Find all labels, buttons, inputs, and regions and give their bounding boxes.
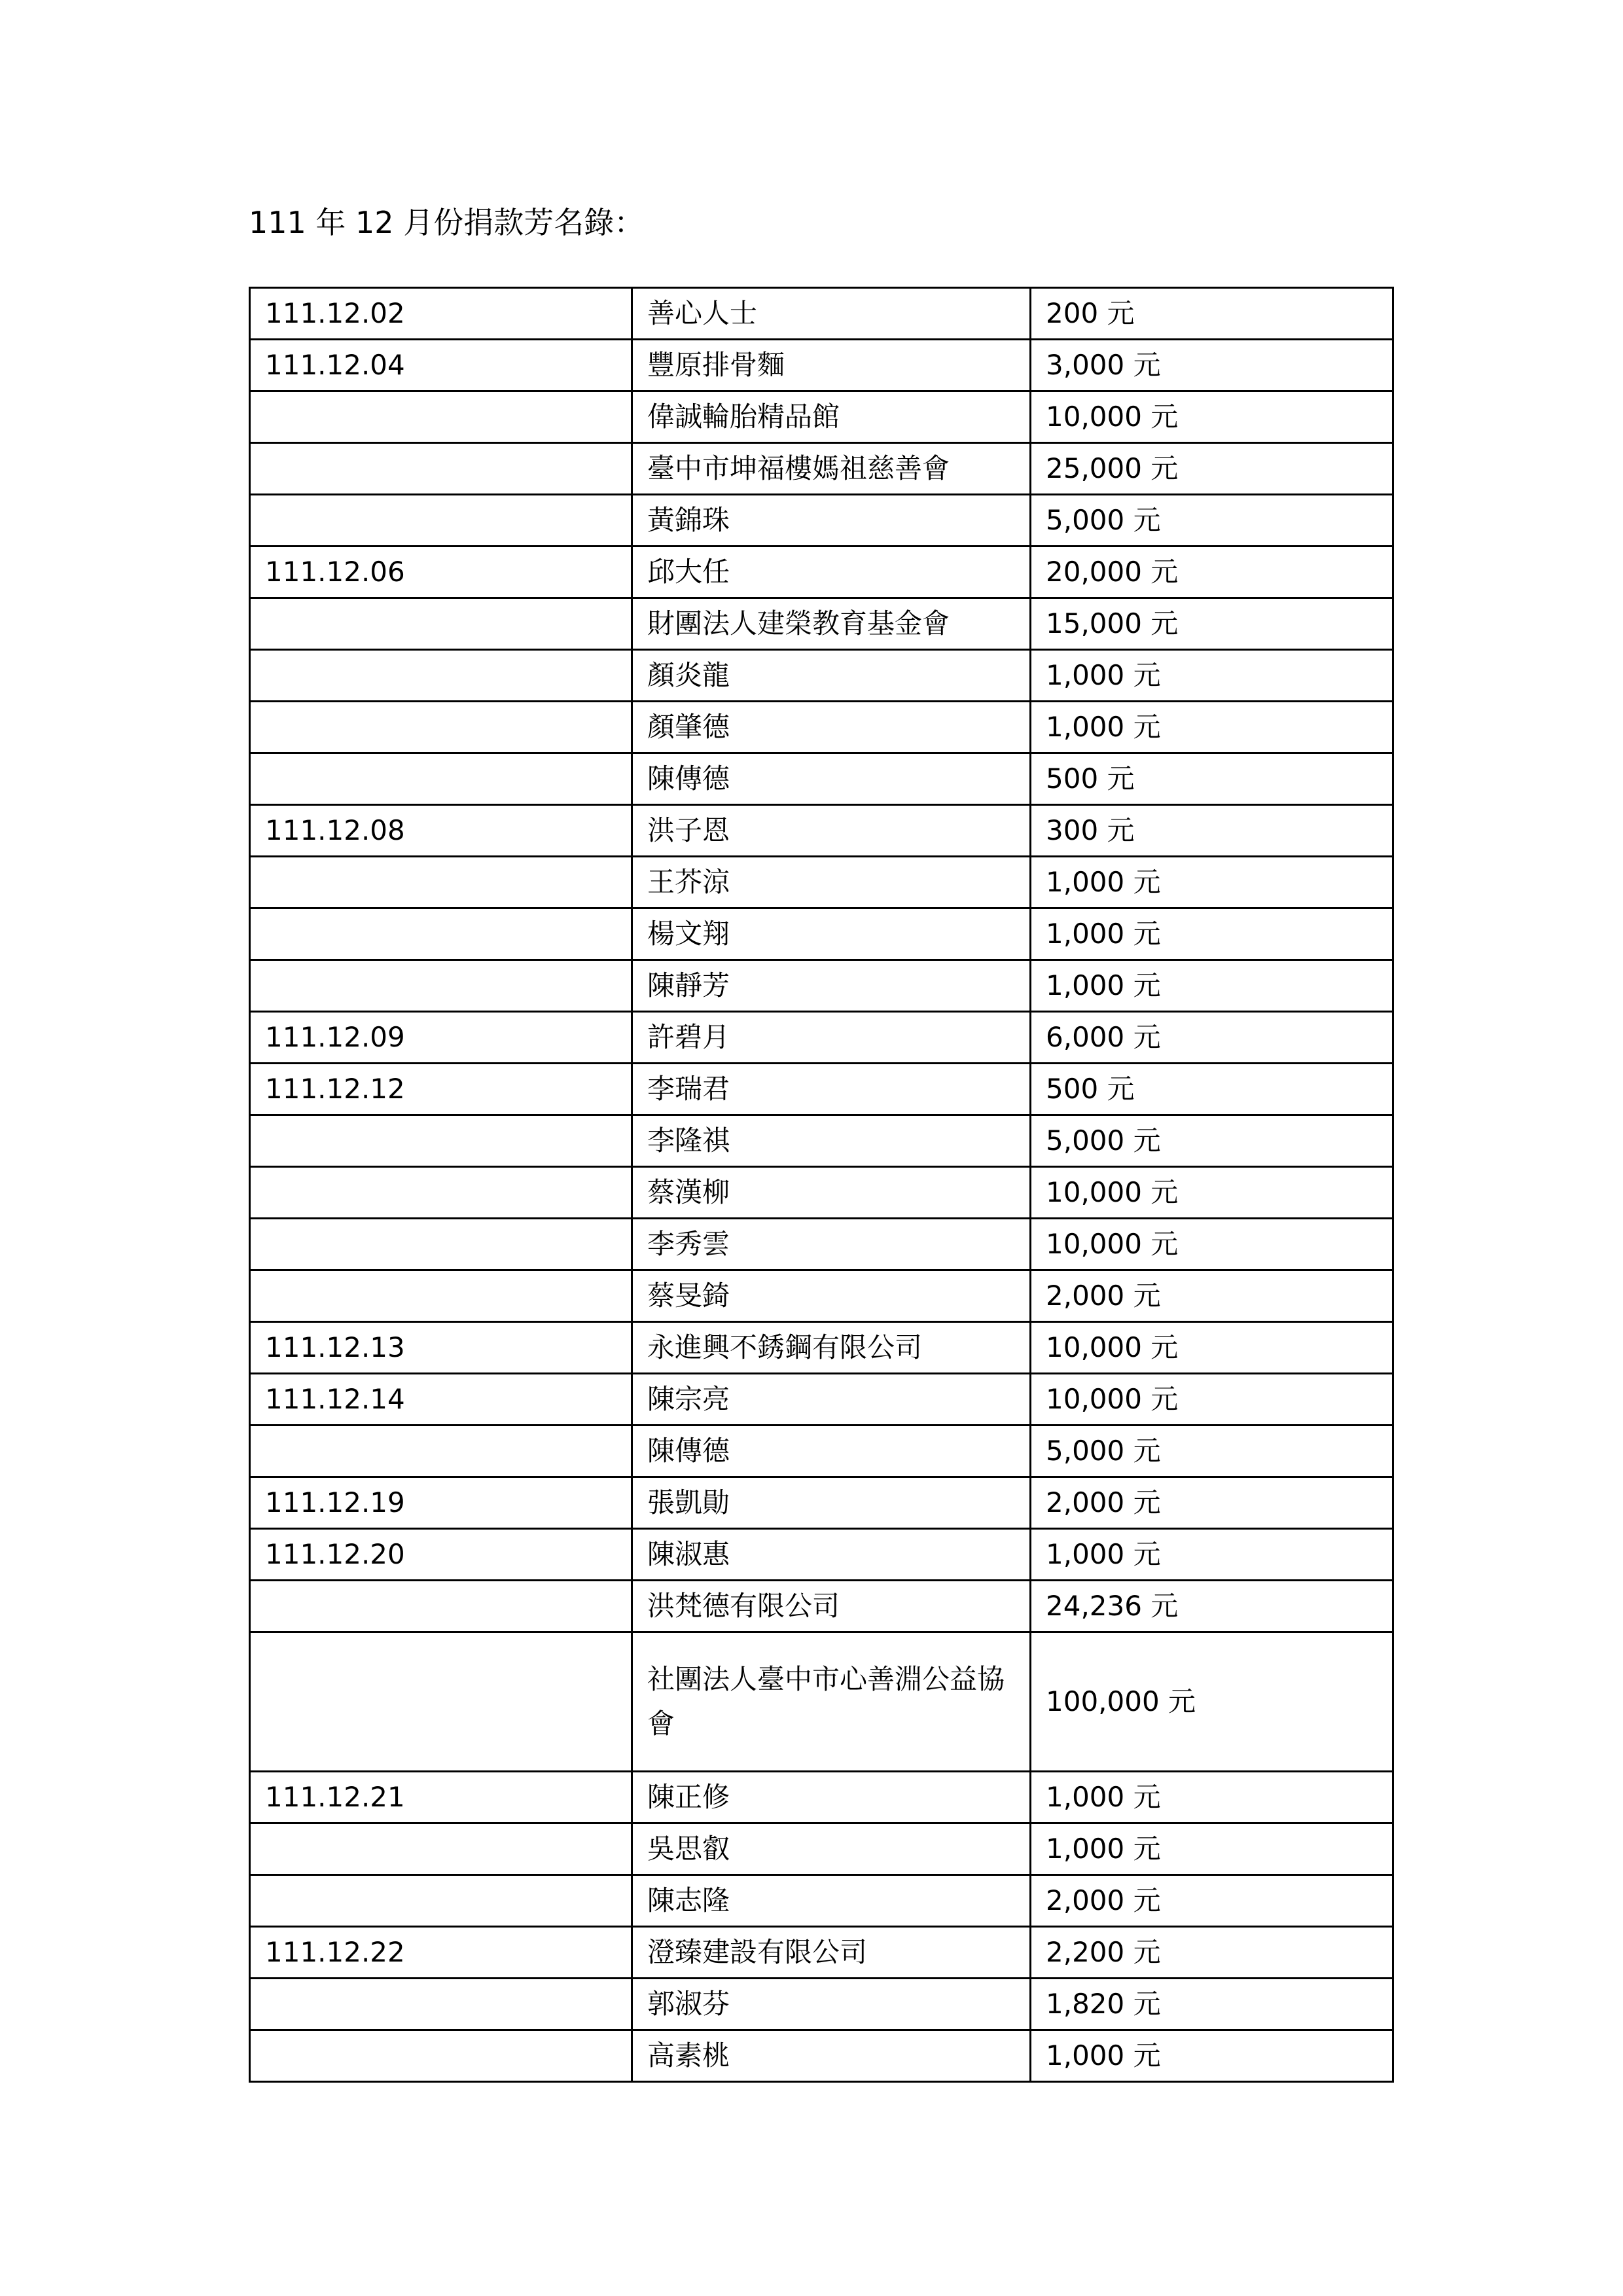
donation-amount-cell: 10,000 元 — [1031, 1374, 1393, 1426]
donation-date-cell — [250, 598, 632, 650]
donation-date-cell — [250, 857, 632, 908]
donation-date-cell: 111.12.22 — [250, 1927, 632, 1979]
donation-date-cell: 111.12.13 — [250, 1322, 632, 1374]
table-row — [250, 1979, 1393, 2030]
donation-date-cell — [250, 1823, 632, 1875]
donor-name-cell: 李隆祺 — [632, 1115, 1031, 1167]
donor-name-cell: 陳傳德 — [632, 753, 1031, 805]
donation-date-cell — [250, 1167, 632, 1219]
table-row — [250, 702, 1393, 753]
donation-amount-cell: 10,000 元 — [1031, 1167, 1393, 1219]
table-row — [250, 1927, 1393, 1979]
donation-amount-cell: 200 元 — [1031, 288, 1393, 340]
donation-date-cell — [250, 391, 632, 443]
donation-amount-cell: 1,000 元 — [1031, 1772, 1393, 1823]
donor-name-cell: 臺中市坤福樓媽祖慈善會 — [632, 443, 1031, 495]
donor-name-cell: 顏肇德 — [632, 702, 1031, 753]
donation-date-cell — [250, 702, 632, 753]
donation-amount-cell: 10,000 元 — [1031, 1219, 1393, 1270]
donation-amount-cell: 2,200 元 — [1031, 1927, 1393, 1979]
donation-amount-cell: 1,000 元 — [1031, 650, 1393, 702]
donor-name-cell: 陳傳德 — [632, 1426, 1031, 1477]
table-row — [250, 1167, 1393, 1219]
table-row — [250, 598, 1393, 650]
donation-date-cell: 111.12.21 — [250, 1772, 632, 1823]
table-row — [250, 288, 1393, 340]
donation-date-cell — [250, 1270, 632, 1322]
donation-date-cell — [250, 1875, 632, 1927]
donation-date-cell — [250, 443, 632, 495]
donation-amount-cell: 24,236 元 — [1031, 1581, 1393, 1632]
donor-name-cell: 陳志隆 — [632, 1875, 1031, 1927]
donation-date-cell — [250, 650, 632, 702]
donor-name-cell: 楊文翔 — [632, 908, 1031, 960]
donation-amount-cell: 1,820 元 — [1031, 1979, 1393, 2030]
donor-name-cell: 蔡漢柳 — [632, 1167, 1031, 1219]
donor-name-cell: 郭淑芬 — [632, 1979, 1031, 2030]
donation-date-cell: 111.12.04 — [250, 340, 632, 391]
donation-amount-cell: 20,000 元 — [1031, 547, 1393, 598]
donor-name-cell: 張凱勛 — [632, 1477, 1031, 1529]
donor-name-cell: 李秀雲 — [632, 1219, 1031, 1270]
table-row — [250, 1064, 1393, 1115]
donor-name-cell: 邱大任 — [632, 547, 1031, 598]
donation-date-cell — [250, 1979, 632, 2030]
donation-amount-cell: 5,000 元 — [1031, 495, 1393, 547]
table-row — [250, 650, 1393, 702]
donation-date-cell: 111.12.19 — [250, 1477, 632, 1529]
table-row — [250, 1529, 1393, 1581]
donor-name-cell: 吳思叡 — [632, 1823, 1031, 1875]
table-row — [250, 2030, 1393, 2082]
donation-date-cell — [250, 1219, 632, 1270]
donor-name-cell: 高素桃 — [632, 2030, 1031, 2082]
donation-date-cell — [250, 2030, 632, 2082]
donor-name-cell: 澄臻建設有限公司 — [632, 1927, 1031, 1979]
table-row — [250, 857, 1393, 908]
table-row — [250, 547, 1393, 598]
donor-name-cell: 洪梵德有限公司 — [632, 1581, 1031, 1632]
donation-date-cell — [250, 960, 632, 1012]
table-row — [250, 805, 1393, 857]
table-row — [250, 495, 1393, 547]
donation-date-cell — [250, 753, 632, 805]
donor-name-cell: 洪子恩 — [632, 805, 1031, 857]
table-row — [250, 960, 1393, 1012]
donor-name-cell: 善心人士 — [632, 288, 1031, 340]
donation-amount-cell: 1,000 元 — [1031, 2030, 1393, 2082]
donor-name-cell: 偉誠輪胎精品館 — [632, 391, 1031, 443]
donation-date-cell: 111.12.12 — [250, 1064, 632, 1115]
donation-amount-cell: 1,000 元 — [1031, 857, 1393, 908]
table-row — [250, 1012, 1393, 1064]
donation-amount-cell: 1,000 元 — [1031, 908, 1393, 960]
donation-date-cell: 111.12.14 — [250, 1374, 632, 1426]
donation-date-cell: 111.12.08 — [250, 805, 632, 857]
donor-name-cell: 王芥涼 — [632, 857, 1031, 908]
donation-amount-cell: 300 元 — [1031, 805, 1393, 857]
donation-amount-cell: 1,000 元 — [1031, 702, 1393, 753]
donation-date-cell: 111.12.06 — [250, 547, 632, 598]
table-row — [250, 1374, 1393, 1426]
donation-date-cell: 111.12.20 — [250, 1529, 632, 1581]
donation-date-cell — [250, 1632, 632, 1772]
donor-name-cell: 許碧月 — [632, 1012, 1031, 1064]
donor-name-cell: 李瑞君 — [632, 1064, 1031, 1115]
table-row — [250, 1632, 1393, 1772]
table-row — [250, 340, 1393, 391]
donation-table — [249, 287, 1394, 2083]
donor-name-cell: 顏炎龍 — [632, 650, 1031, 702]
donation-date-cell — [250, 1426, 632, 1477]
table-row — [250, 1219, 1393, 1270]
donor-name-cell: 永進興不銹鋼有限公司 — [632, 1322, 1031, 1374]
donation-amount-cell: 2,000 元 — [1031, 1270, 1393, 1322]
table-row — [250, 1270, 1393, 1322]
donation-date-cell — [250, 495, 632, 547]
table-row — [250, 1772, 1393, 1823]
donor-name-cell: 社團法人臺中市心善淵公益協會 — [632, 1632, 1031, 1772]
donation-amount-cell: 10,000 元 — [1031, 391, 1393, 443]
donation-amount-cell: 6,000 元 — [1031, 1012, 1393, 1064]
donation-amount-cell: 10,000 元 — [1031, 1322, 1393, 1374]
donation-amount-cell: 500 元 — [1031, 1064, 1393, 1115]
table-row — [250, 1115, 1393, 1167]
donor-name-cell: 陳淑惠 — [632, 1529, 1031, 1581]
donor-name-cell: 陳正修 — [632, 1772, 1031, 1823]
table-row — [250, 1477, 1393, 1529]
donation-amount-cell: 1,000 元 — [1031, 960, 1393, 1012]
donation-date-cell — [250, 908, 632, 960]
donation-amount-cell: 3,000 元 — [1031, 340, 1393, 391]
table-row — [250, 443, 1393, 495]
donation-amount-cell: 100,000 元 — [1031, 1632, 1393, 1772]
donor-name-cell: 陳靜芳 — [632, 960, 1031, 1012]
donation-date-cell — [250, 1115, 632, 1167]
table-row — [250, 1426, 1393, 1477]
donation-amount-cell: 5,000 元 — [1031, 1115, 1393, 1167]
donation-date-cell: 111.12.02 — [250, 288, 632, 340]
donor-name-cell: 財團法人建榮教育基金會 — [632, 598, 1031, 650]
table-row — [250, 908, 1393, 960]
donation-table-body — [250, 288, 1393, 2082]
table-row — [250, 1322, 1393, 1374]
donation-amount-cell: 1,000 元 — [1031, 1823, 1393, 1875]
table-row — [250, 1823, 1393, 1875]
donation-amount-cell: 25,000 元 — [1031, 443, 1393, 495]
donor-name-cell: 豐原排骨麵 — [632, 340, 1031, 391]
donation-amount-cell: 15,000 元 — [1031, 598, 1393, 650]
donation-date-cell — [250, 1581, 632, 1632]
donation-amount-cell: 500 元 — [1031, 753, 1393, 805]
table-row — [250, 1581, 1393, 1632]
donor-name-cell: 陳宗亮 — [632, 1374, 1031, 1426]
donation-amount-cell: 5,000 元 — [1031, 1426, 1393, 1477]
donor-name-cell: 黃錦珠 — [632, 495, 1031, 547]
table-row — [250, 391, 1393, 443]
donation-date-cell: 111.12.09 — [250, 1012, 632, 1064]
table-row — [250, 753, 1393, 805]
table-row — [250, 1875, 1393, 1927]
page-title: 111 年 12 月份捐款芳名錄： — [249, 205, 645, 240]
donation-amount-cell: 1,000 元 — [1031, 1529, 1393, 1581]
donation-amount-cell: 2,000 元 — [1031, 1875, 1393, 1927]
donor-name-cell: 蔡旻錡 — [632, 1270, 1031, 1322]
donation-amount-cell: 2,000 元 — [1031, 1477, 1393, 1529]
